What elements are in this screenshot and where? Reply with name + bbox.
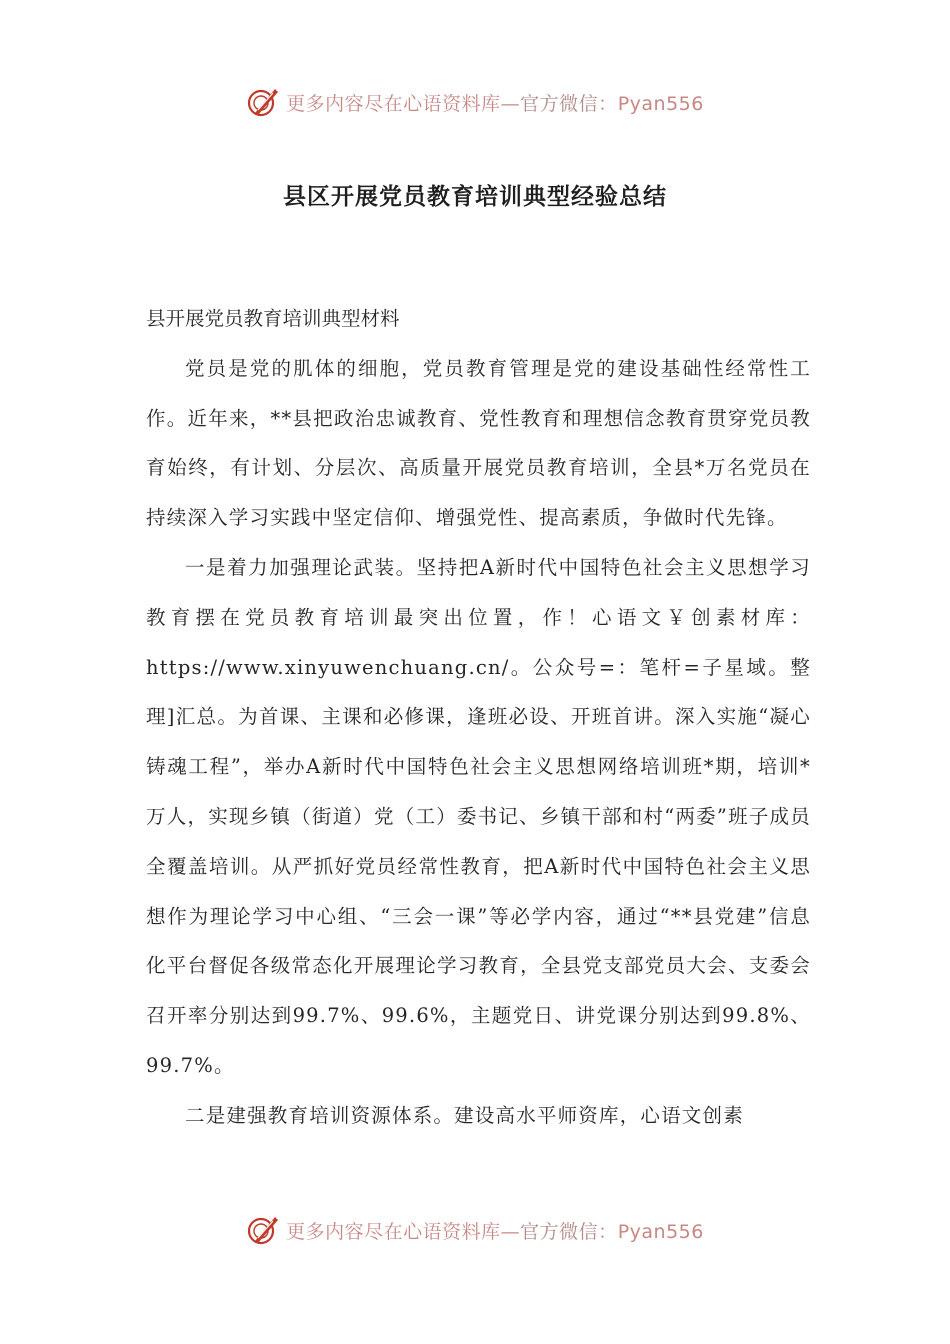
banner-main-text: 更多内容尽在心语资料库: [286, 1220, 501, 1243]
banner-dash: —: [500, 1220, 521, 1243]
quill-pen-logo-icon: [246, 1212, 282, 1248]
document-title: 县区开展党员教育培训典型经验总结: [283, 183, 667, 210]
banner-label: 官方微信：: [520, 92, 618, 115]
paragraph-theory: 一是着力加强理论武装。坚持把A新时代中国特色社会主义思想学习教育摆在党员教育培训最突出位置，作！心语文￥创素材库：https://www.xinyuwenchuang.cn/。公众号=：笔杆=子星域。整理]汇总。为首课、主课和必修课，逢班必设、开班首讲。深入实施“凝心铸魂工程”，举办A新时代中国特色社会主义思想网络培训班*期，培训*万人，实现乡镇（街道）党（工）委书记、乡镇干部和村“两委”班子成员全覆盖培训。从严抓好党员经常性教育，把A新时代中国特色社会主义思想作为理论学习中心组、“三会一课”等必学内容，通过“**县党建”信息化平台督促各级常态化开展理论学习教育，全县党支部党员大会、支委会召开率分别达到99.7%、99.6%，主题党日、讲党课分别达到99.8%、99.7%。: [146, 555, 811, 1077]
document-subheading: 县开展党员教育培训典型材料: [146, 307, 400, 330]
footer-banner: [0, 1210, 950, 1250]
quill-pen-logo-icon: [246, 84, 282, 120]
banner-dash: —: [500, 92, 521, 115]
paragraph-intro: 党员是党的肌体的细胞，党员教育管理是党的建设基础性经常性工作。近年来，**县把政治忠诚教育、党性教育和理想信念教育贯穿党员教育始终，有计划、分层次、高质量开展党员教育培训，全县*万名党员在持续深入学习实践中坚定信仰、增强党性、提高素质，争做时代先锋。: [146, 356, 811, 530]
banner-main-text: 更多内容尽在心语资料库: [286, 92, 501, 115]
header-banner: [0, 82, 950, 122]
banner-text: [286, 89, 704, 116]
banner-text: [286, 1217, 704, 1244]
paragraph-resources: 二是建强教育培训资源体系。建设高水平师资库，心语文创素: [185, 1103, 744, 1127]
banner-wechat-id: Pyan556: [617, 92, 704, 115]
banner-wechat-id: Pyan556: [617, 1220, 704, 1243]
banner-label: 官方微信：: [520, 1220, 618, 1243]
document-body: [146, 294, 811, 1141]
